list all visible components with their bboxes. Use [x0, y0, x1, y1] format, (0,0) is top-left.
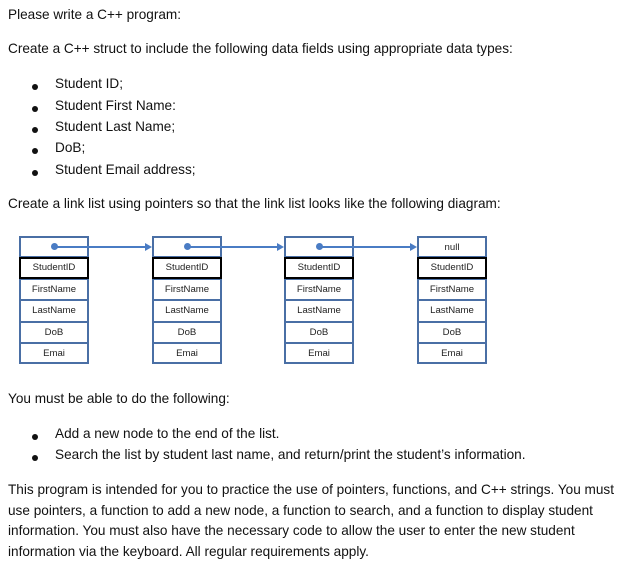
last-name-cell: LastName [152, 300, 222, 321]
field-label: Student Last Name; [55, 119, 176, 134]
email-cell: Emai [284, 343, 354, 364]
bullet-icon [32, 106, 38, 112]
last-name-cell: LastName [417, 300, 487, 321]
requirement-label: Search the list by student last name, and return/print the student’s information. [55, 447, 526, 462]
requirement-label: Add a new node to the end of the list. [55, 426, 280, 441]
field-label: Student First Name: [55, 98, 176, 113]
list-node [417, 236, 487, 364]
list-node [284, 236, 354, 364]
arrowhead-icon [145, 243, 152, 251]
first-name-cell: FirstName [152, 279, 222, 300]
dob-cell: DoB [284, 322, 354, 343]
bullet-icon [32, 455, 38, 461]
struct-instruction: Create a C++ struct to include the following data fields using appropriate data types: [8, 41, 513, 56]
dob-cell: DoB [152, 322, 222, 343]
pointer-arrow-line [320, 246, 410, 248]
list-instruction: Create a link list using pointers so that the link list looks like the following diagram: [8, 196, 501, 211]
last-name-cell: LastName [284, 300, 354, 321]
closing-paragraph: This program is intended for you to practice the use of pointers, functions, and C++ strings. You must use pointers, a function to add a new node, a function to search, and a function to display student information. You must also have the necessary code to allow the user to enter the new student information via the keyboard. All regular requirements apply. [8, 482, 615, 559]
arrowhead-icon [277, 243, 284, 251]
bullet-icon [32, 148, 38, 154]
first-name-cell: FirstName [19, 279, 89, 300]
email-cell: Emai [19, 343, 89, 364]
field-label: DoB; [55, 140, 86, 155]
bullet-icon [32, 84, 38, 90]
student-id-cell: StudentID [19, 257, 89, 278]
first-name-cell: FirstName [417, 279, 487, 300]
pointer-arrow-line [55, 246, 145, 248]
field-label: Student ID; [55, 76, 124, 91]
first-name-cell: FirstName [284, 279, 354, 300]
email-cell: Emai [417, 343, 487, 364]
list-node [152, 236, 222, 364]
arrowhead-icon [410, 243, 417, 251]
dob-cell: DoB [417, 322, 487, 343]
list-node [19, 236, 89, 364]
intro-text: Please write a C++ program: [8, 7, 182, 22]
pointer-arrow-line [188, 246, 277, 248]
student-id-cell: StudentID [152, 257, 222, 278]
student-id-cell: StudentID [284, 257, 354, 278]
last-name-cell: LastName [19, 300, 89, 321]
field-label: Student Email address; [55, 162, 196, 177]
null-pointer-cell: null [417, 236, 487, 257]
requirements-intro: You must be able to do the following: [8, 391, 230, 406]
student-id-cell: StudentID [417, 257, 487, 278]
bullet-icon [32, 434, 38, 440]
dob-cell: DoB [19, 322, 89, 343]
email-cell: Emai [152, 343, 222, 364]
bullet-icon [32, 170, 38, 176]
bullet-icon [32, 127, 38, 133]
